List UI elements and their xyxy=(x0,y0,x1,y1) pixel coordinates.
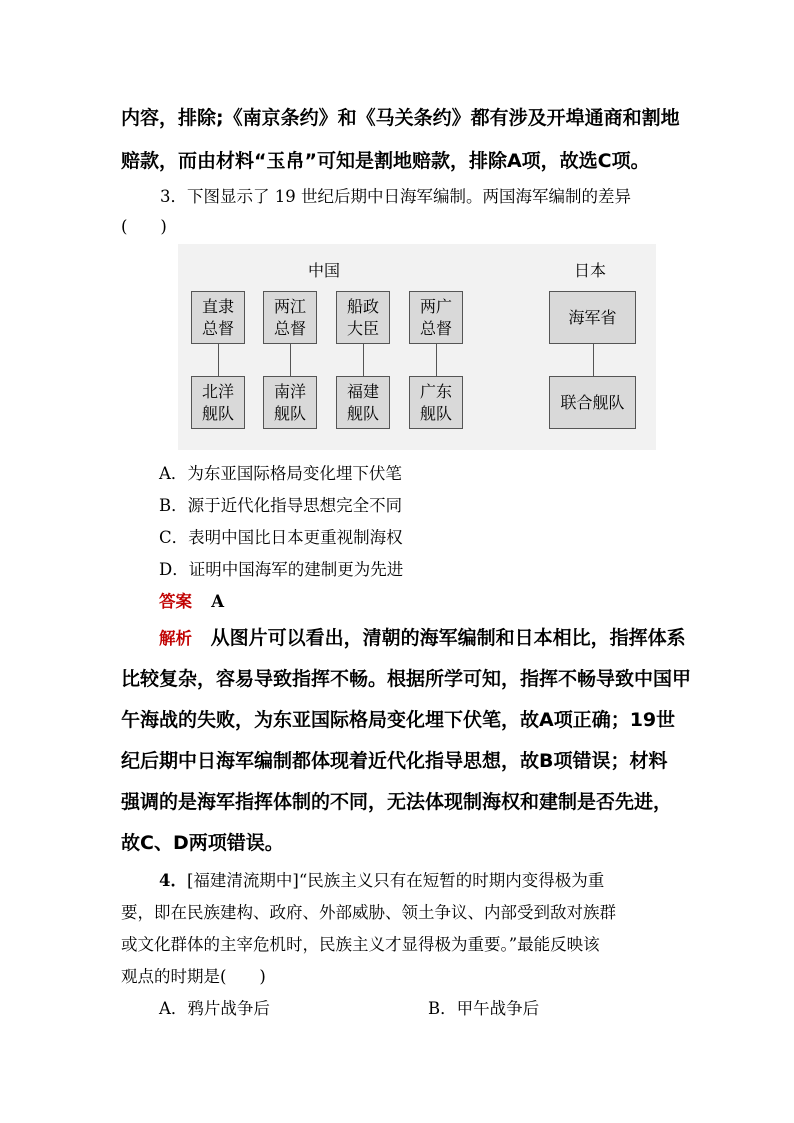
japan-top-box-navy-ministry: 海军省 xyxy=(549,291,636,344)
answer-value: A xyxy=(211,592,225,611)
q4-stem-line-1 xyxy=(159,867,604,891)
china-bottom-box-nanyang: 南洋 舰队 xyxy=(263,376,317,429)
china-top-box-zhili: 直隶 总督 xyxy=(191,291,245,344)
q3-analysis-line-3: 午海战的失败，为东亚国际格局变化埋下伏笔，故A项正确；19世 xyxy=(121,709,676,731)
q3-analysis-line-2: 比较复杂，容易导致指挥不畅。根据所学可知，指挥不畅导致中国甲 xyxy=(121,668,692,690)
china-top-box-liangjiang: 两江 总督 xyxy=(263,291,317,344)
japan-bottom-box-combined-fleet: 联合舰队 xyxy=(549,376,636,429)
q4-stem-line-2: 要，即在民族建构、政府、外部威胁、领土争议、内部受到敌对族群 xyxy=(121,903,616,922)
q3-analysis-line-1 xyxy=(159,623,686,650)
connector-line xyxy=(436,344,437,376)
q4-stem-text-1: “民族主义只有在短暂的时期内变得极为重 xyxy=(298,871,605,890)
analysis-label: 解析 xyxy=(159,629,192,648)
china-top-box-lianguang: 两广 总督 xyxy=(409,291,463,344)
q3-stem-line-2: ( ) xyxy=(121,217,167,236)
connector-line xyxy=(290,344,291,376)
q3-answer-row xyxy=(159,588,224,612)
answer-label: 答案 xyxy=(159,592,192,611)
china-top-box-chuanzheng: 船政 大臣 xyxy=(336,291,390,344)
connector-line xyxy=(593,344,594,376)
q3-stem-line-1: 3．下图显示了 19 世纪后期中日海军编制。两国海军编制的差异 xyxy=(160,187,631,206)
analysis-text-1: 从图片可以看出，清朝的海军编制和日本相比，指挥体系 xyxy=(210,627,686,649)
japan-group-title: 日本 xyxy=(574,261,607,280)
connector-line xyxy=(363,344,364,376)
q4-number: 4． xyxy=(159,871,187,890)
connector-line xyxy=(218,344,219,376)
china-group-title: 中国 xyxy=(308,261,341,280)
prev-analysis-line-2: 赔款，而由材料“玉帛”可知是割地赔款，排除A项，故选C项。 xyxy=(121,150,650,172)
q3-option-c: C．表明中国比日本更重视制海权 xyxy=(159,528,403,547)
china-bottom-box-beiyang: 北洋 舰队 xyxy=(191,376,245,429)
q3-analysis-line-4: 纪后期中日海军编制都体现着近代化指导思想，故B项错误；材料 xyxy=(121,750,668,772)
q4-option-b: B．甲午战争后 xyxy=(428,999,540,1018)
china-bottom-box-guangdong: 广东 舰队 xyxy=(409,376,463,429)
q4-source: [福建清流期中] xyxy=(186,871,299,890)
q4-stem-line-4: 观点的时期是( ) xyxy=(121,967,266,986)
q3-analysis-line-6: 故C、D两项错误。 xyxy=(121,832,284,854)
q4-option-a: A．鸦片战争后 xyxy=(159,999,270,1018)
q4-stem-line-3: 或文化群体的主宰危机时，民族主义才显得极为重要。”最能反映该 xyxy=(121,935,600,954)
q3-option-a: A．为东亚国际格局变化埋下伏笔 xyxy=(159,464,402,483)
prev-analysis-line-1: 内容，排除;《南京条约》和《马关条约》都有涉及开埠通商和割地 xyxy=(121,107,680,129)
q3-option-b: B．源于近代化指导思想完全不同 xyxy=(159,496,403,515)
q3-option-d: D．证明中国海军的建制更为先进 xyxy=(159,560,404,579)
navy-organization-diagram xyxy=(178,244,656,450)
china-bottom-box-fujian: 福建 舰队 xyxy=(336,376,390,429)
q3-analysis-line-5: 强调的是海军指挥体制的不同，无法体现制海权和建制是否先进， xyxy=(121,791,673,813)
